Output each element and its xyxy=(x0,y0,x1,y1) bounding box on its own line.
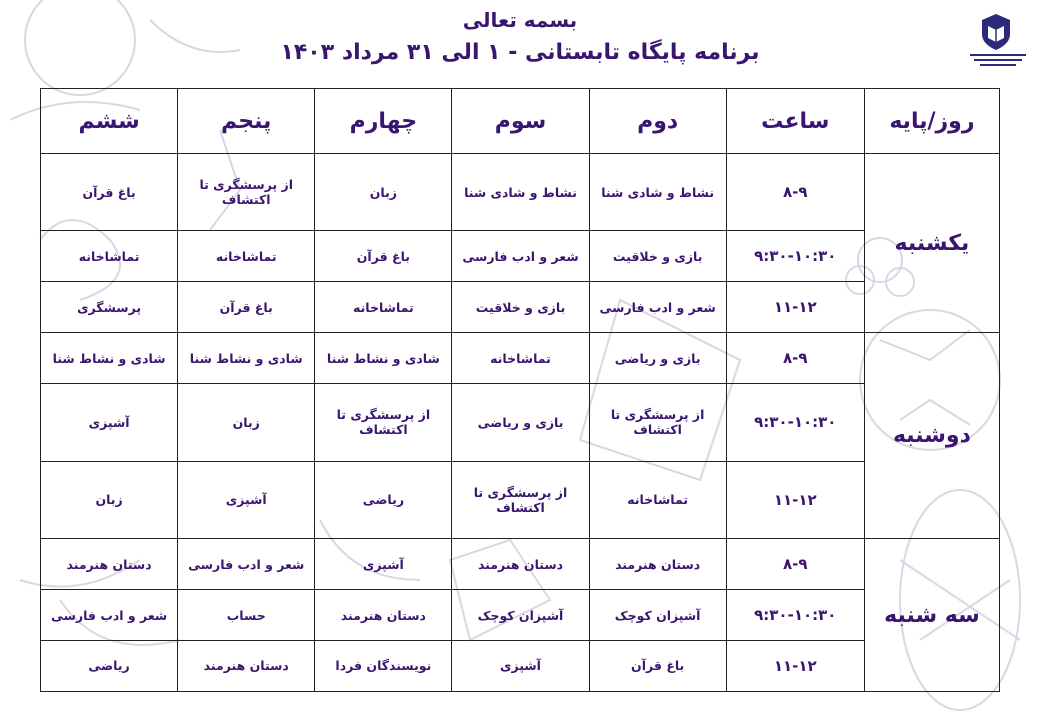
class-cell: زبان xyxy=(41,461,178,538)
class-cell: آشپزی xyxy=(315,539,452,590)
class-cell: از پرسشگری تا اکتشاف xyxy=(452,461,589,538)
class-cell: زبان xyxy=(315,154,452,231)
class-cell: بازی و خلاقیت xyxy=(452,282,589,333)
time-cell: ۹:۳۰-۱۰:۳۰ xyxy=(726,384,864,461)
class-cell: دستان هنرمند xyxy=(315,590,452,641)
header-grade-4: چهارم xyxy=(315,89,452,154)
class-cell: نشاط و شادی شنا xyxy=(452,154,589,231)
class-cell: دستان هنرمند xyxy=(41,539,178,590)
class-cell: باغ قرآن xyxy=(178,282,315,333)
header-grade-6: ششم xyxy=(41,89,178,154)
time-cell: ۹:۳۰-۱۰:۳۰ xyxy=(726,590,864,641)
class-cell: تماشاخانه xyxy=(178,231,315,282)
table-row xyxy=(41,333,1000,384)
class-cell: آشپزی xyxy=(452,640,589,691)
class-cell: تماشاخانه xyxy=(452,333,589,384)
table-row xyxy=(41,461,1000,538)
day-cell-monday: دوشنبه xyxy=(864,333,999,539)
day-cell-tuesday: سه شنبه xyxy=(864,539,999,692)
class-cell: دستان هنرمند xyxy=(589,539,726,590)
time-cell: ۹:۳۰-۱۰:۳۰ xyxy=(726,231,864,282)
class-cell: نشاط و شادی شنا xyxy=(589,154,726,231)
header-day-grade: روز/پایه xyxy=(864,89,999,154)
class-cell: ریاضی xyxy=(41,640,178,691)
page-heading: بسمه تعالی xyxy=(462,8,578,32)
class-cell: شعر و ادب فارسی xyxy=(452,231,589,282)
header-time: ساعت xyxy=(726,89,864,154)
class-cell: زبان xyxy=(178,384,315,461)
schedule-table xyxy=(40,88,1000,692)
class-cell: آشپزان کوچک xyxy=(589,590,726,641)
class-cell: ریاضی xyxy=(315,461,452,538)
table-row xyxy=(41,231,1000,282)
table-row xyxy=(41,154,1000,231)
class-cell: شعر و ادب فارسی xyxy=(41,590,178,641)
class-cell: تماشاخانه xyxy=(315,282,452,333)
class-cell: از پرسشگری تا اکتشاف xyxy=(589,384,726,461)
day-cell-sunday: یکشنبه xyxy=(864,154,999,333)
class-cell: بازی و ریاضی xyxy=(589,333,726,384)
class-cell: باغ قرآن xyxy=(315,231,452,282)
class-cell: حساب xyxy=(178,590,315,641)
class-cell: شادی و نشاط شنا xyxy=(315,333,452,384)
time-cell: ۱۱-۱۲ xyxy=(726,282,864,333)
time-cell: ۱۱-۱۲ xyxy=(726,640,864,691)
page-title: برنامه پایگاه تابستانی - ۱ الی ۳۱ مرداد ۱۴۰۳ xyxy=(280,40,760,65)
time-cell: ۸-۹ xyxy=(726,333,864,384)
class-cell: از پرسشگری تا اکتشاف xyxy=(178,154,315,231)
time-cell: ۱۱-۱۲ xyxy=(726,461,864,538)
class-cell: بازی و ریاضی xyxy=(452,384,589,461)
class-cell: باغ قرآن xyxy=(589,640,726,691)
time-cell: ۸-۹ xyxy=(726,539,864,590)
class-cell: شعر و ادب فارسی xyxy=(589,282,726,333)
header-grade-3: سوم xyxy=(452,89,589,154)
class-cell: از پرسشگری تا اکتشاف xyxy=(315,384,452,461)
time-cell: ۸-۹ xyxy=(726,154,864,231)
table-row xyxy=(41,590,1000,641)
class-cell: آشپزی xyxy=(41,384,178,461)
class-cell: تماشاخانه xyxy=(589,461,726,538)
class-cell: شادی و نشاط شنا xyxy=(41,333,178,384)
header-grade-5: پنجم xyxy=(178,89,315,154)
class-cell: باغ قرآن xyxy=(41,154,178,231)
table-row xyxy=(41,539,1000,590)
class-cell: دستان هنرمند xyxy=(452,539,589,590)
class-cell: پرسشگری xyxy=(41,282,178,333)
class-cell: نویسندگان فردا xyxy=(315,640,452,691)
table-row xyxy=(41,282,1000,333)
table-row xyxy=(41,384,1000,461)
header-grade-2: دوم xyxy=(589,89,726,154)
table-row xyxy=(41,640,1000,691)
table-header-row xyxy=(41,89,1000,154)
class-cell: شعر و ادب فارسی xyxy=(178,539,315,590)
class-cell: دستان هنرمند xyxy=(178,640,315,691)
class-cell: بازی و خلاقیت xyxy=(589,231,726,282)
class-cell: تماشاخانه xyxy=(41,231,178,282)
class-cell: آشپزی xyxy=(178,461,315,538)
class-cell: آشپزان کوچک xyxy=(452,590,589,641)
class-cell: شادی و نشاط شنا xyxy=(178,333,315,384)
